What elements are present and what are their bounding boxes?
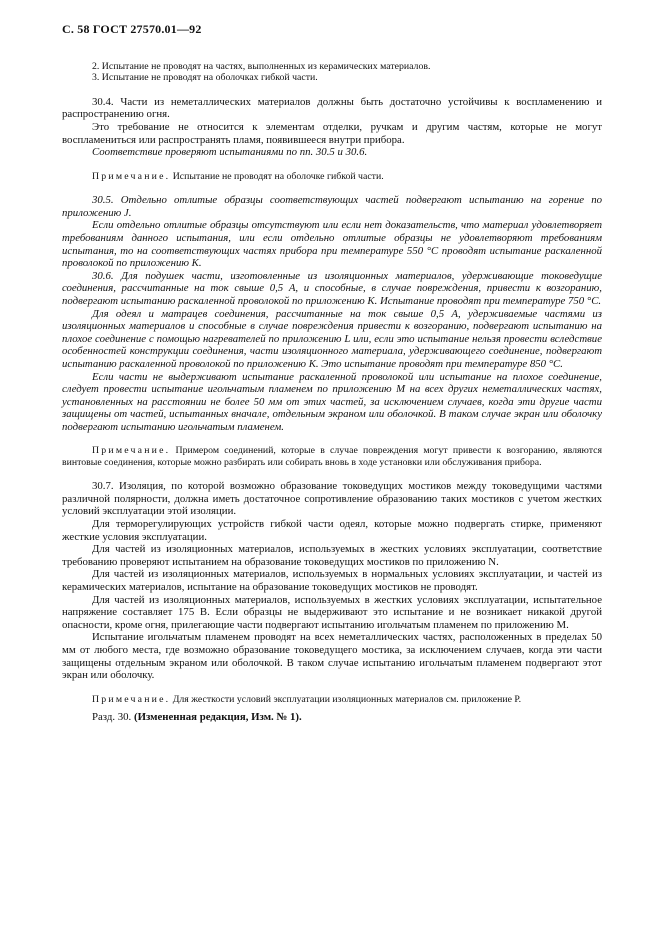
note-label: Примечание. xyxy=(92,693,171,705)
amendment-note xyxy=(62,711,602,724)
note-text: Испытание не проводят на оболочке гибкой части. xyxy=(172,170,384,182)
note-label: Примечание. xyxy=(92,170,171,182)
clause-30-6: 30.6. Для подушек части, изготовленные из изоляционных материалов, удерживающие токоведущие соединения, рассчитанные на ток свыше 0,5 А, и способные, в случае повреждения, привести к возгоранию, подвергают испытанию раскаленной проволокой по приложению К. Испытание проводят при температуре 750 °С. xyxy=(62,269,602,307)
amendment-prefix: Разд. 30. xyxy=(92,711,132,724)
clause-30-6-text3: Если части не выдерживают испытание раскаленной проволокой или испытание на плохое соединение, следует провести испытание игольчатым пламенем по приложению М на всех других неметаллических частях, установленных на расстоянии не более 50 мм от этих частей, за исключением случаев, когда эти другие части защищены от частей, испытанных вначале, отдельным экраном или оболочкой. В таком случае экран или оболочку подвергают испытанию игольчатым пламенем. xyxy=(62,370,602,433)
clause-30-5: 30.5. Отдельно отлитые образцы соответствующих частей подвергают испытанию на горение по приложению J. xyxy=(62,194,602,219)
clause-30-7-text5: Для частей из изоляционных материалов, используемых в жестких условиях эксплуатации, испытательное напряжение составляет 175 В. Если образцы не выдерживают это испытание и не возникает никакой другой опасности, кроме огня, прилегающие части подвергают испытанию игольчатым пламенем по приложению М. xyxy=(62,593,602,631)
note-30-4 xyxy=(62,171,602,182)
note-item: 2. Испытание не проводят на частях, выполненных из керамических материалов. xyxy=(92,61,431,72)
note-text: Для жесткости условий эксплуатации изоляционных материалов см. приложение Р. xyxy=(172,693,522,705)
clause-30-5-text2: Если отдельно отлитые образцы отсутствуют или если нет доказательств, что материал удовлетворяет требованиям данного испытания, или если отдельно отлитые образцы не удовлетворяют требованиям испытания, то на соответствующих частях прибора при температуре 550 °С проводят испытание раскаленной проволокой по приложению К. xyxy=(62,219,602,270)
note-text: Примером соединений, которые в случае повреждения могут привести к возгоранию, являются винтовые соединения, которые можно разбирать или собирать вновь в ходе установки или обслуживания прибора. xyxy=(62,445,602,468)
note-30-6 xyxy=(62,445,602,468)
clause-30-7-text6: Испытание игольчатым пламенем проводят на всех неметаллических частях, расположенных в пределах 50 мм от любого места, где возможно образование токоведущего мостика, за исключением случаев, когда эти части защищены отдельным экраном или оболочкой. В таком случае испытанию игольчатым пламенем подвергают этот экран или оболочку. xyxy=(62,631,602,682)
document-page xyxy=(62,22,602,724)
clause-30-7-text4: Для частей из изоляционных материалов, используемых в нормальных условиях эксплуатации, и частей из керамических материалов, испытание на образование токоведущих мостиков не проводят. xyxy=(62,568,602,594)
clause-30-4-exception: Это требование не относится к элементам отделки, ручкам и другим частям, которые не могут воспламениться или распространять пламя, появившееся внутри прибора. xyxy=(62,121,602,146)
page-header: С. 58 ГОСТ 27570.01—92 xyxy=(62,22,202,36)
clause-30-7-text2: Для терморегулирующих устройств гибкой части одеял, которые можно подвергать стирке, применяют жесткие условия эксплуатации. xyxy=(62,518,602,543)
clause-30-4: 30.4. Части из неметаллических материалов должны быть достаточно устойчивы к воспламенению и распространению огня. xyxy=(62,95,602,121)
clause-30-6-text2: Для одеял и матрацев соединения, рассчитанные на ток свыше 0,5 А, удерживаемые частями из изоляционных материалов и способные в случае повреждения привести к возгоранию, подвергают испытанию на плохое соединение с помощью нагревателей по приложению L или, если это испытание нельзя провести вследствие особенностей конструкции соединения, части изоляционного материала, удерживающего соединение, подвергают испытанию раскаленной проволокой по приложению К. Это испытание проводят при температуре 850 °С. xyxy=(62,307,602,370)
clause-30-7: 30.7. Изоляция, по которой возможно образование токоведущих мостиков между токоведущими частями различной полярности, должна иметь достаточное сопротивление образованию таких мостиков с учетом жестких условий эксплуатации этой изоляции. xyxy=(62,480,602,518)
note-label: Примечание. xyxy=(92,445,171,457)
note-item: 3. Испытание не проводят на оболочках гибкой части. xyxy=(92,72,318,84)
amendment-text: (Измененная редакция, Изм. № 1). xyxy=(133,711,302,724)
clause-30-4-compliance: Соответствие проверяют испытаниями по пп. 30.5 и 30.6. xyxy=(92,146,368,159)
clause-30-7-text3: Для частей из изоляционных материалов, используемых в жестких условиях эксплуатации, соответствие требованию проверяют испытанием на образование токоведущих мостиков по приложению N. xyxy=(62,543,602,568)
note-30-7 xyxy=(62,694,602,705)
